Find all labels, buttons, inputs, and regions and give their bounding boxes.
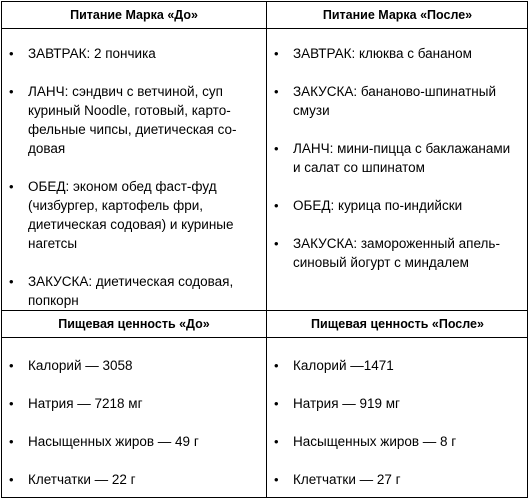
nutrition-before-list (2, 356, 264, 489)
bullet-icon: • (274, 472, 279, 487)
list-item (2, 432, 264, 451)
bullet-icon: • (274, 434, 279, 449)
list-item-line: (чизбургер, картофель фри, (28, 198, 203, 213)
list-item (267, 196, 528, 215)
list-item-line: попкорн (28, 293, 79, 308)
nutrition-before-header: Пищевая ценность «До» (58, 317, 210, 331)
bullet-icon: • (274, 46, 279, 61)
list-item (2, 470, 264, 489)
list-item-line: ЗАВТРАК: 2 пончика (28, 46, 156, 61)
list-item (267, 44, 528, 63)
bullet-icon: • (9, 434, 14, 449)
meals-before-list (2, 44, 264, 310)
list-item-line: ОБЕД: курица по-индийски (293, 198, 463, 213)
bullet-icon: • (9, 274, 14, 289)
list-item (2, 44, 264, 63)
list-item-line: ЛАНЧ: мини-пицца с баклажанами (293, 141, 511, 156)
list-item-line: смузи (293, 103, 330, 118)
bullet-icon: • (9, 472, 14, 487)
header-divider-bottom (2, 337, 527, 338)
list-item (267, 139, 528, 177)
list-item-line: синовый йогурт с миндалем (293, 255, 469, 270)
bullet-icon: • (9, 46, 14, 61)
list-item (2, 394, 264, 413)
list-item (2, 272, 264, 310)
list-item-line: Насыщенных жиров — 49 г (28, 434, 199, 449)
comparison-table (1, 1, 528, 498)
list-item-line: Насыщенных жиров — 8 г (293, 434, 457, 449)
list-item-line: Натрия — 919 мг (293, 396, 400, 411)
list-item-line: ЗАКУСКА: бананово-шпинатный (293, 84, 496, 99)
list-item-line: Клетчатки — 22 г (28, 472, 136, 487)
list-item-line: Клетчатки — 27 г (293, 472, 401, 487)
list-item (2, 82, 264, 158)
bullet-icon: • (9, 84, 14, 99)
bullet-icon: • (274, 198, 279, 213)
list-item-line: ЗАКУСКА: диетическая содовая, (28, 274, 234, 289)
list-item-line: диетическая содовая) и куриные (28, 217, 234, 232)
list-item-line: фельные чипсы, диетическая со- (28, 122, 237, 137)
bullet-icon: • (274, 141, 279, 156)
list-item (2, 356, 264, 375)
list-item-line: ЛАНЧ: сэндвич с ветчиной, суп (28, 84, 223, 99)
list-item (267, 234, 528, 272)
list-item-line: куриный Noodle, готовый, карто- (28, 103, 231, 118)
bullet-icon: • (9, 179, 14, 194)
bullet-icon: • (9, 358, 14, 373)
list-item (267, 82, 528, 120)
list-item (267, 356, 528, 375)
list-item-line: Натрия — 7218 мг (28, 396, 143, 411)
list-item (267, 432, 528, 451)
header-divider-top (2, 28, 527, 29)
bullet-icon: • (274, 84, 279, 99)
meals-after-list (267, 44, 528, 272)
bullet-icon: • (274, 358, 279, 373)
bullet-icon: • (274, 236, 279, 251)
bullet-icon: • (274, 396, 279, 411)
list-item-line: довая (28, 141, 66, 156)
list-item-line: ЗАВТРАК: клюква с бананом (293, 46, 472, 61)
list-item-line: Калорий —1471 (293, 358, 394, 373)
nutrition-after-header: Пищевая ценность «После» (311, 317, 484, 331)
nutrition-after-list (267, 356, 528, 489)
list-item-line: ОБЕД: эконом обед фаст-фуд (28, 179, 217, 194)
list-item (267, 470, 528, 489)
bullet-icon: • (9, 396, 14, 411)
list-item-line: ЗАКУСКА: замороженный апель- (293, 236, 500, 251)
list-item (2, 177, 264, 253)
list-item (267, 394, 528, 413)
meals-before-header: Питание Марка «До» (70, 8, 198, 22)
list-item-line: и салат со шпинатом (293, 160, 425, 175)
list-item-line: Калорий — 3058 (28, 358, 133, 373)
list-item-line: нагетсы (28, 236, 78, 251)
meals-after-header: Питание Марка «После» (322, 8, 473, 22)
